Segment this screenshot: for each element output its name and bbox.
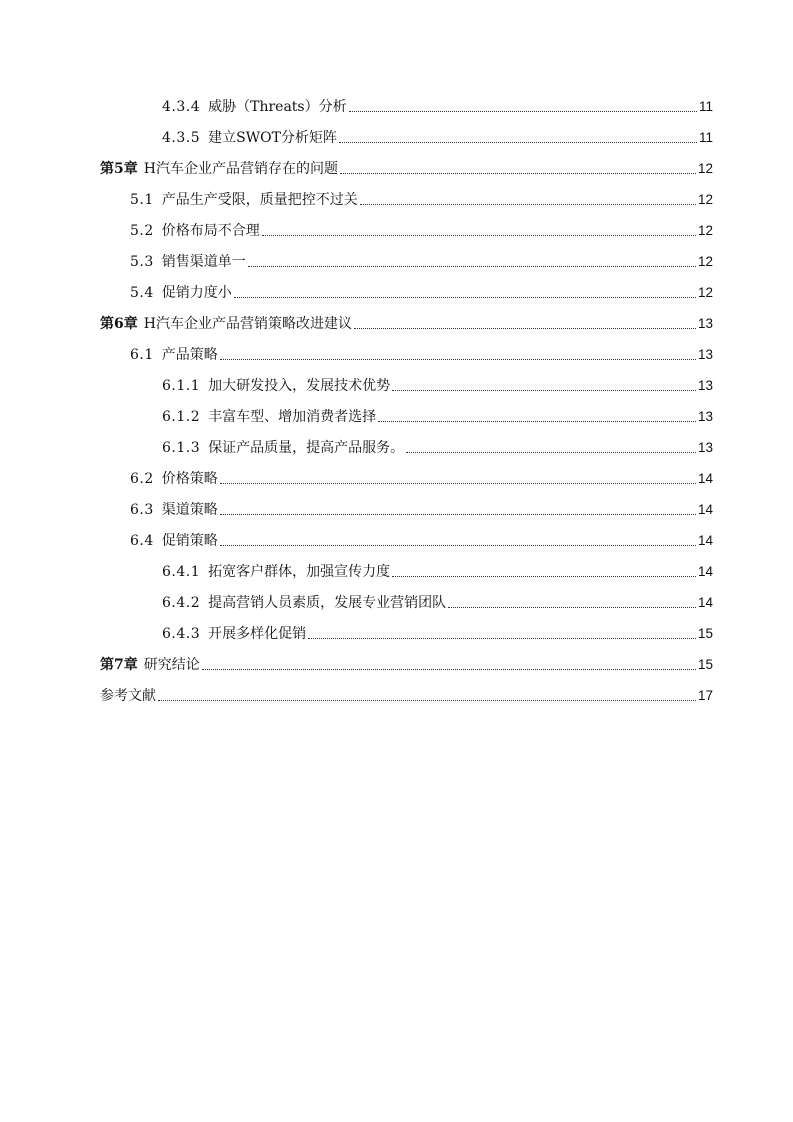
toc-entry-number: 5.3 (130, 254, 154, 270)
toc-entry-title: 产品生产受限，质量把控不过关 (161, 192, 358, 208)
dot-leader (392, 576, 696, 577)
toc-entry-number: 5.2 (130, 223, 154, 239)
toc-entry-page: 11 (698, 130, 713, 145)
toc-entry-number: 6.1.2 (162, 409, 201, 425)
dot-leader (308, 638, 696, 639)
toc-entry-page: 12 (697, 285, 713, 300)
toc-entry-number: 5.1 (130, 192, 154, 208)
toc-entry-title: 丰富车型、增加消费者选择 (208, 409, 377, 425)
toc-entry-page: 12 (697, 192, 713, 207)
toc-entry-6-3[interactable] (0, 488, 793, 519)
toc-entry-page: 13 (697, 347, 713, 362)
toc-entry-number: 4.3.5 (162, 130, 201, 146)
dot-leader (234, 297, 696, 298)
toc-entry-number: 6.1.3 (162, 440, 201, 456)
toc-entry-chapter-7[interactable] (0, 643, 793, 674)
dot-leader (262, 235, 696, 236)
toc-entry-number: 6.3 (130, 502, 154, 518)
dot-leader (349, 111, 697, 112)
toc-entry-number: 5.4 (130, 285, 154, 301)
toc-entry-number: 第5章 (100, 161, 138, 177)
dot-leader (248, 266, 696, 267)
toc-entry-title: 建立SWOT分析矩阵 (208, 130, 337, 146)
toc-entry-6-1[interactable] (0, 333, 793, 364)
toc-entry-title: H汽车企业产品营销存在的问题 (143, 161, 338, 177)
toc-entry-5-2[interactable] (0, 209, 793, 240)
toc-entry-4-3-4[interactable] (0, 85, 793, 116)
toc-entry-page: 13 (697, 316, 713, 331)
dot-leader (392, 390, 696, 391)
toc-entry-page: 12 (697, 223, 713, 238)
toc-entry-page: 14 (697, 471, 713, 486)
dot-leader (220, 483, 696, 484)
dot-leader (354, 328, 696, 329)
toc-entry-title: 威胁（Threats）分析 (208, 99, 347, 115)
dot-leader (378, 421, 696, 422)
toc-entry-6-1-2[interactable] (0, 395, 793, 426)
toc-entry-number: 4.3.4 (162, 99, 201, 115)
toc-entry-chapter-5[interactable] (0, 147, 793, 178)
toc-entry-title: 提高营销人员素质，发展专业营销团队 (208, 595, 447, 611)
toc-entry-title: 参考文献 (100, 688, 156, 704)
toc-entry-title: 研究结论 (143, 657, 200, 673)
toc-entry-title: 产品策略 (161, 347, 218, 363)
toc-entry-page: 13 (697, 440, 713, 455)
toc-entry-6-1-3[interactable] (0, 426, 793, 457)
toc-entry-6-1-1[interactable] (0, 364, 793, 395)
toc-entry-references[interactable] (0, 674, 793, 705)
toc-entry-number: 第6章 (100, 316, 138, 332)
toc-entry-4-3-5[interactable] (0, 116, 793, 147)
dot-leader (360, 204, 696, 205)
toc-entry-number: 6.1.1 (162, 378, 201, 394)
toc-entry-6-2[interactable] (0, 457, 793, 488)
toc-entry-6-4[interactable] (0, 519, 793, 550)
toc-entry-number: 6.4 (130, 533, 154, 549)
toc-entry-page: 14 (697, 533, 713, 548)
toc-entry-number: 6.4.1 (162, 564, 201, 580)
toc-entry-5-3[interactable] (0, 240, 793, 271)
toc-entry-title: 价格策略 (161, 471, 218, 487)
dot-leader (340, 173, 696, 174)
toc-entry-title: 销售渠道单一 (161, 254, 246, 270)
toc-entry-page: 15 (697, 626, 713, 641)
toc-entry-page: 12 (697, 161, 713, 176)
toc-entry-number: 6.1 (130, 347, 154, 363)
toc-entry-6-4-3[interactable] (0, 612, 793, 643)
toc-entry-title: 加大研发投入，发展技术优势 (208, 378, 391, 394)
toc-entry-page: 14 (697, 595, 713, 610)
toc-entry-number: 6.4.2 (162, 595, 201, 611)
toc-entry-title: 促销策略 (161, 533, 218, 549)
toc-entry-title: 渠道策略 (161, 502, 218, 518)
toc-entry-page: 13 (697, 378, 713, 393)
toc-entry-number: 6.2 (130, 471, 154, 487)
toc-entry-6-4-1[interactable] (0, 550, 793, 581)
toc-entry-page: 13 (697, 409, 713, 424)
dot-leader (158, 700, 696, 701)
dot-leader (220, 359, 696, 360)
toc-entry-title: 促销力度小 (161, 285, 232, 301)
toc-entry-page: 17 (697, 688, 713, 703)
toc-entry-chapter-6[interactable] (0, 302, 793, 333)
toc-entry-title: 开展多样化促销 (208, 626, 307, 642)
toc-entry-5-1[interactable] (0, 178, 793, 209)
dot-leader (448, 607, 696, 608)
toc-entry-title: 拓宽客户群体，加强宣传力度 (208, 564, 391, 580)
table-of-contents (0, 85, 793, 705)
dot-leader (220, 514, 696, 515)
toc-entry-title: H汽车企业产品营销策略改进建议 (143, 316, 352, 332)
toc-entry-page: 12 (697, 254, 713, 269)
dot-leader (406, 452, 696, 453)
toc-entry-6-4-2[interactable] (0, 581, 793, 612)
toc-entry-page: 14 (697, 502, 713, 517)
dot-leader (339, 142, 697, 143)
dot-leader (220, 545, 696, 546)
toc-entry-5-4[interactable] (0, 271, 793, 302)
toc-entry-title: 保证产品质量，提高产品服务。 (208, 440, 405, 456)
dot-leader (202, 669, 696, 670)
toc-entry-page: 14 (697, 564, 713, 579)
toc-entry-number: 6.4.3 (162, 626, 201, 642)
toc-entry-title: 价格布局不合理 (161, 223, 260, 239)
toc-entry-page: 11 (698, 99, 713, 114)
toc-entry-number: 第7章 (100, 657, 138, 673)
toc-entry-page: 15 (697, 657, 713, 672)
